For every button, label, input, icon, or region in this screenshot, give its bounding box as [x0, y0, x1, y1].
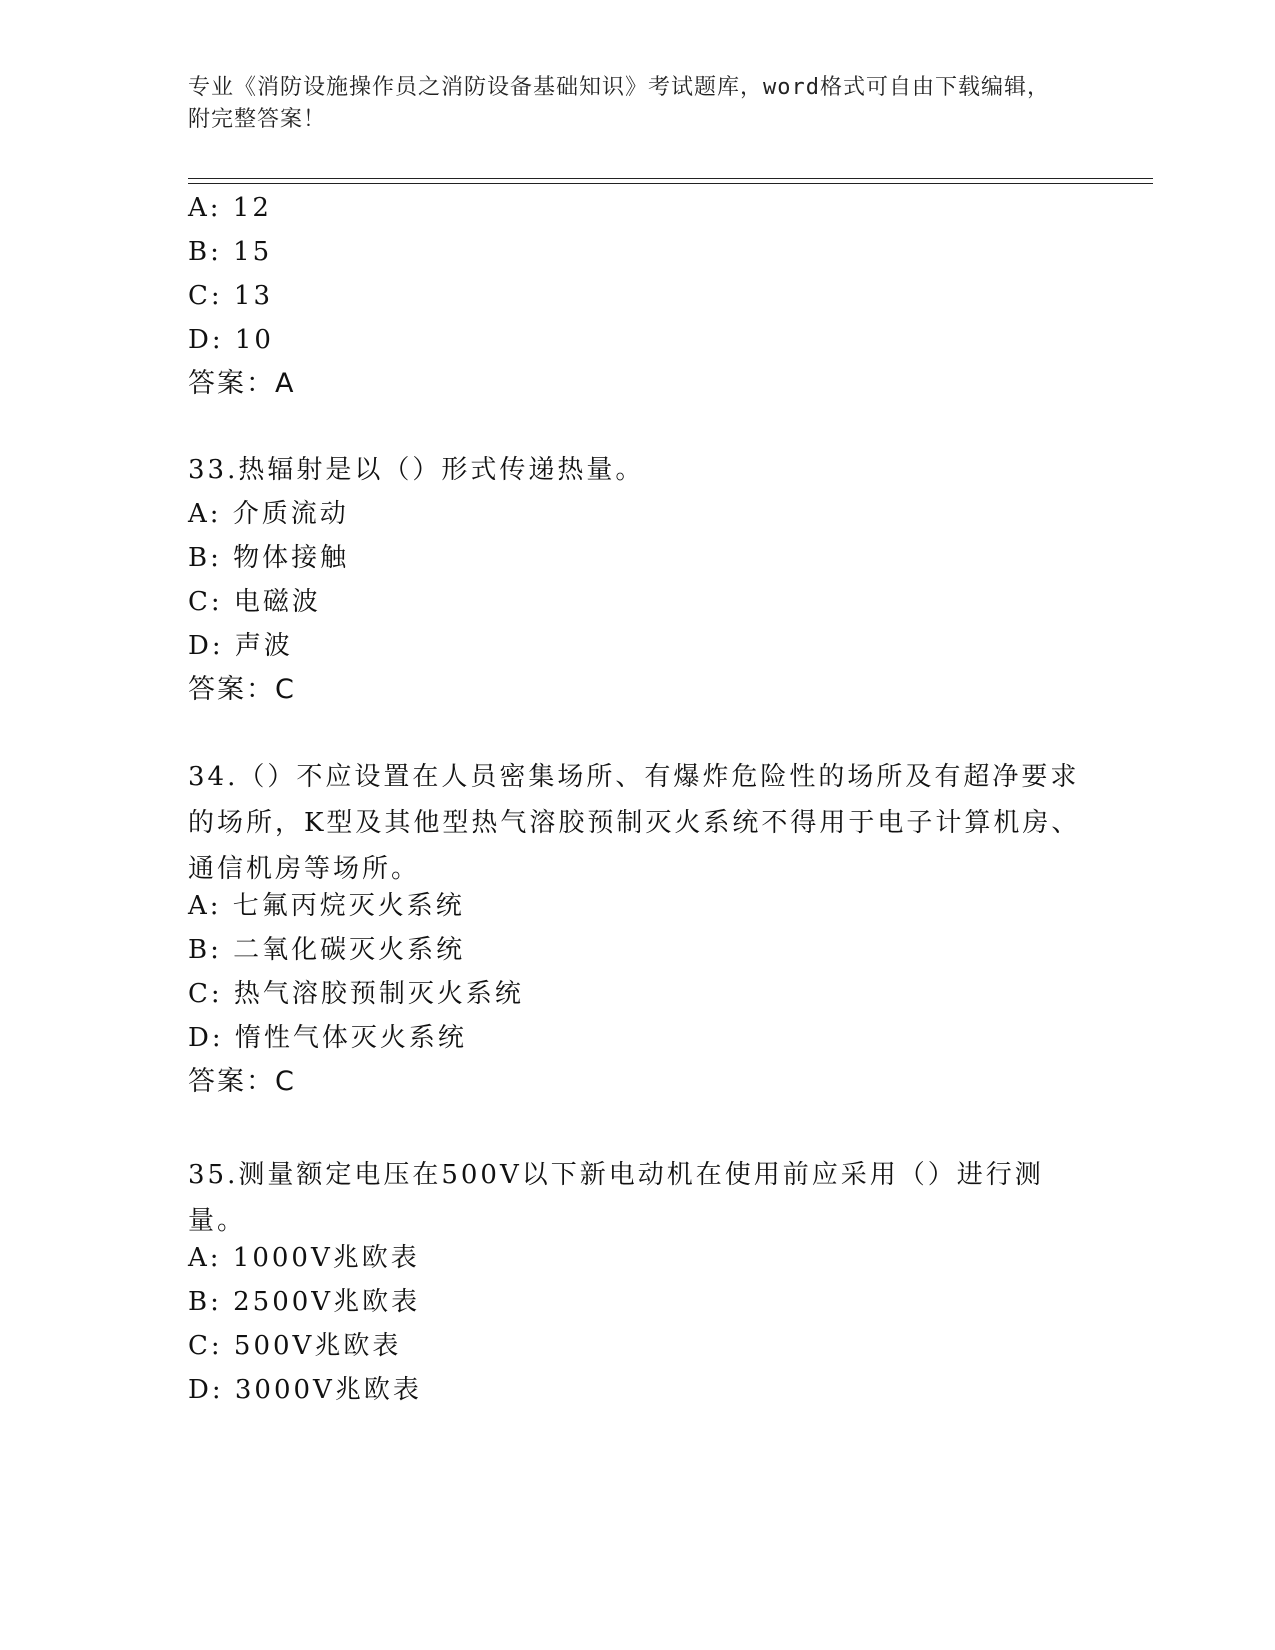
q34-option-b: B: 二氧化碳灭火系统 — [188, 935, 466, 965]
q35-option-b: B: 2500V兆欧表 — [188, 1287, 421, 1317]
q33-option-a: A: 介质流动 — [188, 499, 349, 529]
header-rule-bottom — [188, 183, 1153, 184]
q35-option-a: A: 1000V兆欧表 — [188, 1243, 420, 1273]
q34-option-d: D: 惰性气体灭火系统 — [188, 1023, 467, 1053]
document-header: 专业《消防设施操作员之消防设备基础知识》考试题库，word格式可自由下载编辑，附完整答案！ — [188, 75, 1050, 132]
q35-question: 35.测量额定电压在500V以下新电动机在使用前应采用（）进行测量。 — [188, 1160, 1044, 1236]
header-rule-top — [188, 178, 1153, 179]
q33-option-c: C: 电磁波 — [188, 587, 321, 617]
q33-option-d: D: 声波 — [188, 631, 293, 661]
q34-option-c: C: 热气溶胶预制灭火系统 — [188, 979, 524, 1009]
q33-question: 33.热辐射是以（）形式传递热量。 — [188, 455, 645, 485]
q34-question: 34.（）不应设置在人员密集场所、有爆炸危险性的场所及有超净要求的场所，K型及其他型热气溶胶预制灭火系统不得用于电子计算机房、通信机房等场所。 — [188, 762, 1081, 884]
q32-answer: 答案：A — [188, 368, 296, 399]
q35-option-c: C: 500V兆欧表 — [188, 1331, 402, 1361]
q32-option-b: B: 15 — [188, 237, 273, 267]
q32-option-c: C: 13 — [188, 281, 274, 311]
q34-option-a: A: 七氟丙烷灭火系统 — [188, 891, 465, 921]
q34-answer: 答案：C — [188, 1066, 296, 1097]
q35-option-d: D: 3000V兆欧表 — [188, 1375, 422, 1405]
q32-option-a: A: 12 — [188, 193, 272, 223]
q32-option-d: D: 10 — [188, 325, 274, 355]
q33-option-b: B: 物体接触 — [188, 543, 350, 573]
q33-answer: 答案：C — [188, 674, 296, 705]
